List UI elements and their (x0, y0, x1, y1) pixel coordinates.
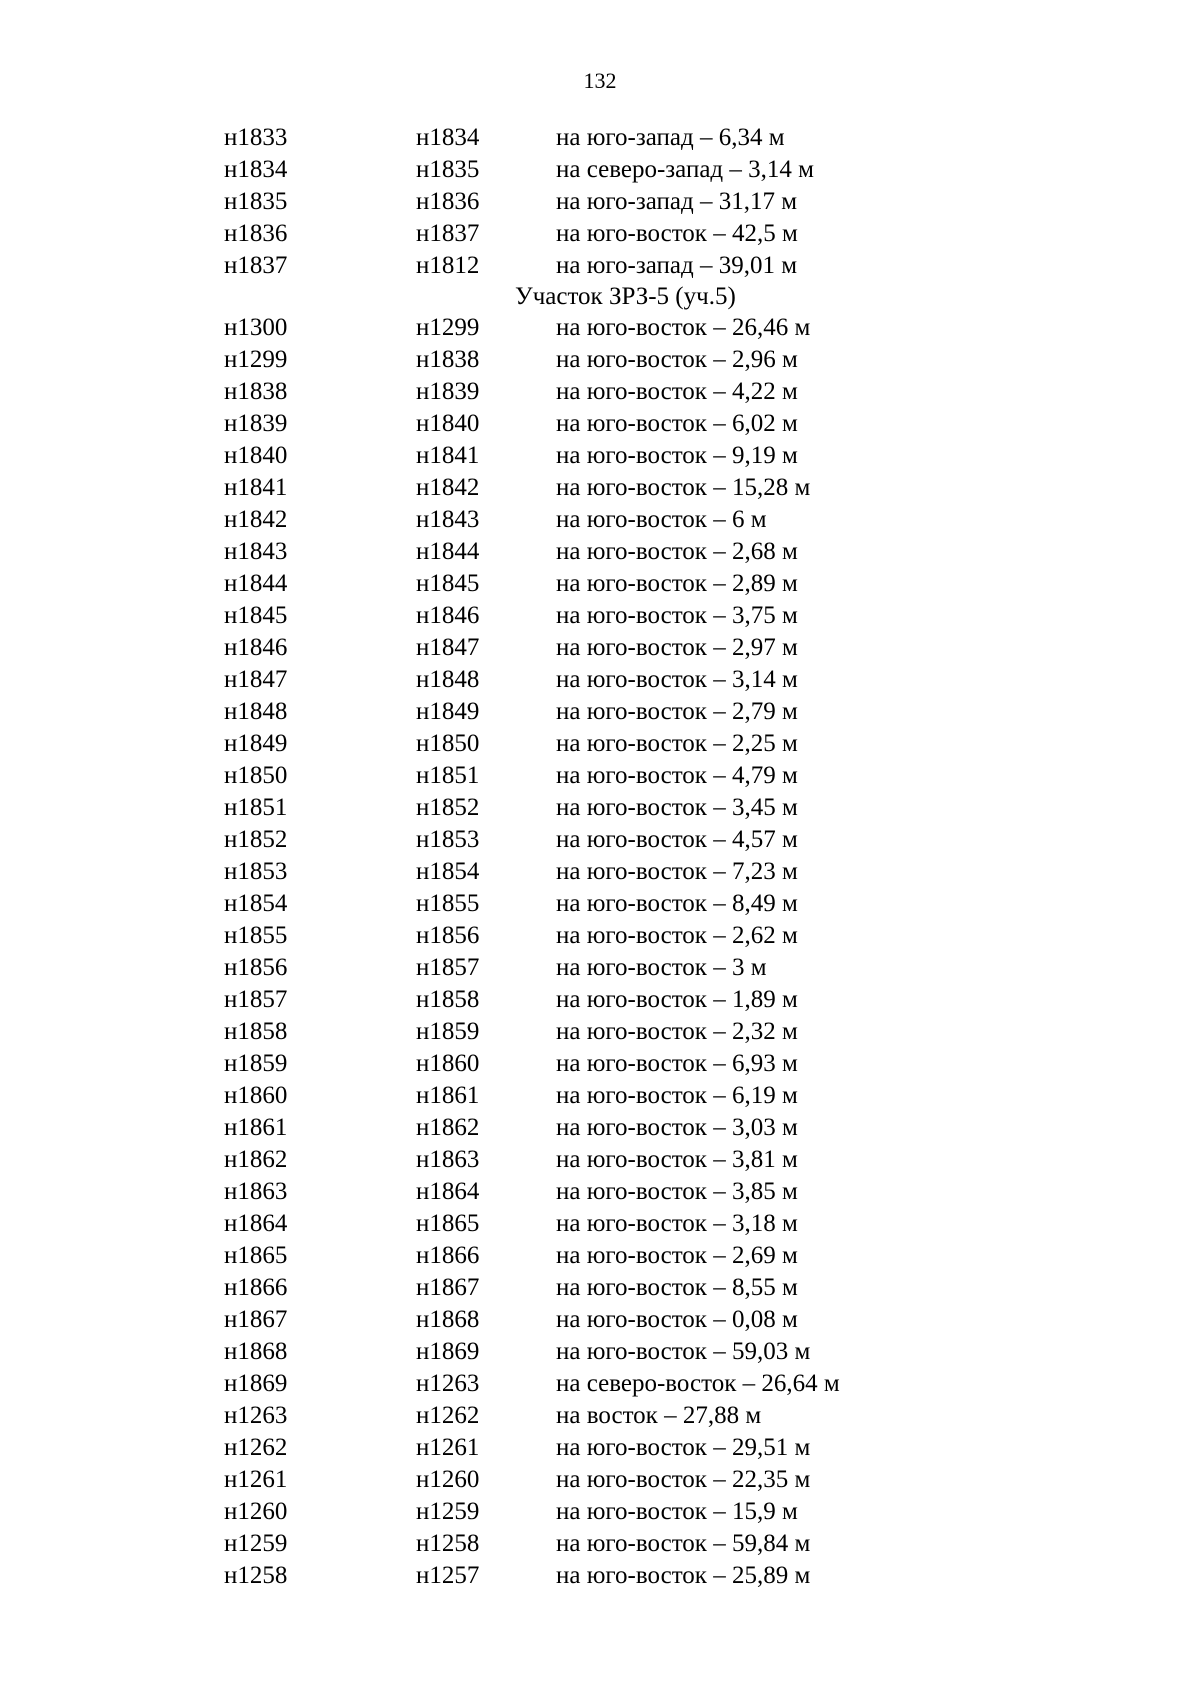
page-number: 132 (583, 68, 617, 93)
table-row (0, 250, 1200, 282)
segment-description: на юго-восток – 4,22 м (556, 378, 798, 405)
point-from: н1856 (224, 954, 288, 981)
point-from: н1869 (224, 1370, 288, 1397)
segment-description: на юго-восток – 4,57 м (556, 826, 798, 853)
segment-description: на юго-восток – 15,28 м (556, 474, 811, 501)
segment-description: на юго-восток – 2,25 м (556, 730, 798, 757)
segment-description: на северо-восток – 26,64 м (556, 1370, 840, 1397)
boundary-block-2 (0, 312, 1200, 1592)
table-row (0, 408, 1200, 440)
segment-description: на юго-восток – 3 м (556, 954, 767, 981)
point-from: н1854 (224, 890, 288, 917)
point-from: н1847 (224, 666, 288, 693)
point-from: н1851 (224, 794, 288, 821)
segment-description: на юго-восток – 1,89 м (556, 986, 798, 1013)
table-row (0, 1304, 1200, 1336)
boundary-block-1 (0, 122, 1200, 282)
segment-description: на юго-восток – 9,19 м (556, 442, 798, 469)
segment-description: на юго-восток – 42,5 м (556, 220, 798, 247)
point-to: н1842 (416, 474, 480, 501)
table-row (0, 792, 1200, 824)
boundary-table (0, 122, 1200, 1592)
segment-description: на юго-восток – 2,89 м (556, 570, 798, 597)
point-to: н1840 (416, 410, 480, 437)
table-row (0, 536, 1200, 568)
segment-description: на юго-восток – 2,62 м (556, 922, 798, 949)
table-row (0, 888, 1200, 920)
point-from: н1833 (224, 124, 288, 151)
table-row (0, 154, 1200, 186)
point-from: н1848 (224, 698, 288, 725)
table-row (0, 1368, 1200, 1400)
point-to: н1259 (416, 1498, 480, 1525)
point-from: н1841 (224, 474, 288, 501)
point-from: н1840 (224, 442, 288, 469)
point-to: н1868 (416, 1306, 480, 1333)
segment-description: на юго-восток – 6,19 м (556, 1082, 798, 1109)
point-from: н1862 (224, 1146, 288, 1173)
segment-description: на юго-восток – 2,97 м (556, 634, 798, 661)
table-row (0, 1464, 1200, 1496)
table-row (0, 952, 1200, 984)
point-from: н1850 (224, 762, 288, 789)
point-to: н1841 (416, 442, 480, 469)
point-to: н1851 (416, 762, 480, 789)
segment-description: на юго-восток – 59,84 м (556, 1530, 811, 1557)
point-from: н1857 (224, 986, 288, 1013)
point-from: н1844 (224, 570, 288, 597)
point-to: н1855 (416, 890, 480, 917)
point-from: н1261 (224, 1466, 288, 1493)
segment-description: на юго-восток – 2,96 м (556, 346, 798, 373)
table-row (0, 760, 1200, 792)
segment-description: на юго-восток – 7,23 м (556, 858, 798, 885)
table-row (0, 568, 1200, 600)
point-from: н1846 (224, 634, 288, 661)
segment-description: на юго-восток – 6,93 м (556, 1050, 798, 1077)
point-to: н1260 (416, 1466, 480, 1493)
segment-description: на юго-восток – 4,79 м (556, 762, 798, 789)
point-from: н1838 (224, 378, 288, 405)
segment-description: на восток – 27,88 м (556, 1402, 762, 1429)
table-row (0, 664, 1200, 696)
point-from: н1837 (224, 252, 288, 279)
point-to: н1261 (416, 1434, 480, 1461)
table-row (0, 1336, 1200, 1368)
point-from: н1853 (224, 858, 288, 885)
segment-description: на юго-восток – 8,49 м (556, 890, 798, 917)
table-row (0, 1528, 1200, 1560)
point-to: н1866 (416, 1242, 480, 1269)
point-to: н1847 (416, 634, 480, 661)
table-row (0, 632, 1200, 664)
point-to: н1859 (416, 1018, 480, 1045)
point-to: н1846 (416, 602, 480, 629)
point-from: н1855 (224, 922, 288, 949)
segment-description: на юго-восток – 2,32 м (556, 1018, 798, 1045)
point-to: н1836 (416, 188, 480, 215)
point-from: н1262 (224, 1434, 288, 1461)
segment-description: на юго-восток – 15,9 м (556, 1498, 798, 1525)
table-row (0, 1080, 1200, 1112)
point-to: н1299 (416, 314, 480, 341)
table-row (0, 1048, 1200, 1080)
table-row (0, 312, 1200, 344)
point-to: н1860 (416, 1050, 480, 1077)
point-from: н1864 (224, 1210, 288, 1237)
point-from: н1863 (224, 1178, 288, 1205)
point-from: н1842 (224, 506, 288, 533)
point-to: н1857 (416, 954, 480, 981)
table-row (0, 1208, 1200, 1240)
segment-description: на юго-запад – 31,17 м (556, 188, 798, 215)
segment-description: на юго-восток – 3,45 м (556, 794, 798, 821)
table-row (0, 1112, 1200, 1144)
point-from: н1263 (224, 1402, 288, 1429)
table-row (0, 824, 1200, 856)
point-from: н1259 (224, 1530, 288, 1557)
point-to: н1838 (416, 346, 480, 373)
table-row (0, 1016, 1200, 1048)
point-to: н1257 (416, 1562, 480, 1589)
table-row (0, 728, 1200, 760)
point-to: н1864 (416, 1178, 480, 1205)
segment-description: на юго-восток – 22,35 м (556, 1466, 811, 1493)
point-from: н1866 (224, 1274, 288, 1301)
segment-description: на юго-восток – 2,68 м (556, 538, 798, 565)
table-row (0, 344, 1200, 376)
point-to: н1869 (416, 1338, 480, 1365)
point-from: н1845 (224, 602, 288, 629)
point-to: н1861 (416, 1082, 480, 1109)
point-from: н1860 (224, 1082, 288, 1109)
point-to: н1856 (416, 922, 480, 949)
point-from: н1843 (224, 538, 288, 565)
segment-description: на юго-восток – 3,18 м (556, 1210, 798, 1237)
table-row (0, 696, 1200, 728)
point-to: н1849 (416, 698, 480, 725)
segment-description: на юго-восток – 29,51 м (556, 1434, 811, 1461)
table-row (0, 186, 1200, 218)
segment-description: на юго-восток – 3,75 м (556, 602, 798, 629)
point-to: н1812 (416, 252, 480, 279)
table-row (0, 376, 1200, 408)
table-row (0, 984, 1200, 1016)
point-to: н1865 (416, 1210, 480, 1237)
point-to: н1837 (416, 220, 480, 247)
point-from: н1299 (224, 346, 288, 373)
table-row (0, 122, 1200, 154)
table-row (0, 856, 1200, 888)
point-from: н1868 (224, 1338, 288, 1365)
segment-description: на юго-восток – 6,02 м (556, 410, 798, 437)
point-to: н1834 (416, 124, 480, 151)
segment-description: на юго-восток – 25,89 м (556, 1562, 811, 1589)
table-row (0, 1272, 1200, 1304)
segment-description: на юго-восток – 59,03 м (556, 1338, 811, 1365)
segment-description: на юго-восток – 2,69 м (556, 1242, 798, 1269)
point-to: н1263 (416, 1370, 480, 1397)
point-to: н1850 (416, 730, 480, 757)
segment-description: на юго-восток – 3,85 м (556, 1178, 798, 1205)
table-row (0, 1176, 1200, 1208)
point-from: н1849 (224, 730, 288, 757)
segment-description: на юго-восток – 6 м (556, 506, 767, 533)
table-row (0, 1496, 1200, 1528)
point-from: н1867 (224, 1306, 288, 1333)
point-from: н1852 (224, 826, 288, 853)
table-row (0, 1432, 1200, 1464)
segment-description: на юго-восток – 26,46 м (556, 314, 811, 341)
point-to: н1845 (416, 570, 480, 597)
segment-description: на юго-восток – 8,55 м (556, 1274, 798, 1301)
point-to: н1852 (416, 794, 480, 821)
table-row (0, 1240, 1200, 1272)
point-to: н1848 (416, 666, 480, 693)
point-to: н1867 (416, 1274, 480, 1301)
point-from: н1258 (224, 1562, 288, 1589)
point-to: н1262 (416, 1402, 480, 1429)
section-title: Участок ЗРЗ-5 (уч.5) (515, 283, 736, 310)
table-row (0, 1144, 1200, 1176)
point-from: н1858 (224, 1018, 288, 1045)
segment-description: на юго-восток – 2,79 м (556, 698, 798, 725)
point-to: н1862 (416, 1114, 480, 1141)
point-to: н1863 (416, 1146, 480, 1173)
table-row (0, 920, 1200, 952)
point-from: н1865 (224, 1242, 288, 1269)
point-to: н1854 (416, 858, 480, 885)
segment-description: на юго-восток – 3,14 м (556, 666, 798, 693)
point-to: н1843 (416, 506, 480, 533)
segment-description: на юго-восток – 3,03 м (556, 1114, 798, 1141)
table-row (0, 504, 1200, 536)
segment-description: на юго-восток – 0,08 м (556, 1306, 798, 1333)
point-to: н1844 (416, 538, 480, 565)
point-from: н1834 (224, 156, 288, 183)
point-from: н1859 (224, 1050, 288, 1077)
segment-description: на юго-запад – 6,34 м (556, 124, 785, 151)
point-from: н1260 (224, 1498, 288, 1525)
section-heading (0, 282, 1200, 312)
point-to: н1258 (416, 1530, 480, 1557)
segment-description: на юго-восток – 3,81 м (556, 1146, 798, 1173)
point-to: н1835 (416, 156, 480, 183)
segment-description: на северо-запад – 3,14 м (556, 156, 814, 183)
point-from: н1835 (224, 188, 288, 215)
table-row (0, 440, 1200, 472)
table-row (0, 1560, 1200, 1592)
table-row (0, 600, 1200, 632)
table-row (0, 218, 1200, 250)
point-to: н1839 (416, 378, 480, 405)
table-row (0, 1400, 1200, 1432)
table-row (0, 472, 1200, 504)
point-from: н1861 (224, 1114, 288, 1141)
point-to: н1858 (416, 986, 480, 1013)
point-from: н1839 (224, 410, 288, 437)
segment-description: на юго-запад – 39,01 м (556, 252, 798, 279)
point-from: н1836 (224, 220, 288, 247)
point-from: н1300 (224, 314, 288, 341)
point-to: н1853 (416, 826, 480, 853)
